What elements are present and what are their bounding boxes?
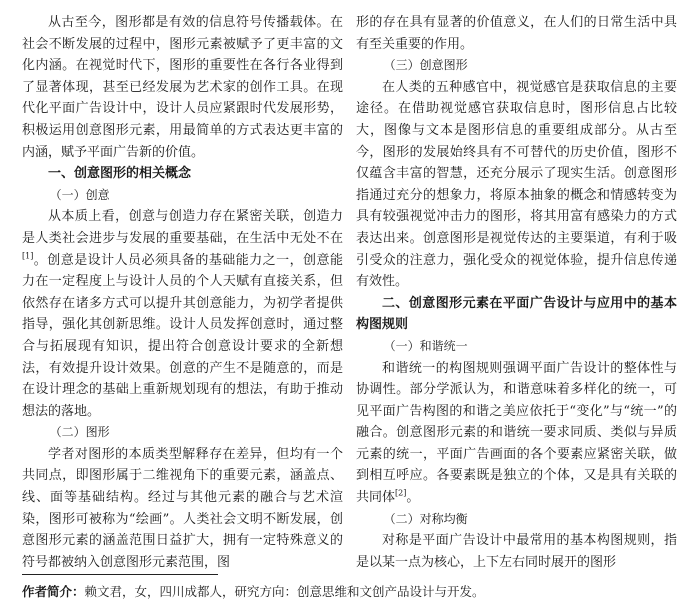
symmetry-paragraph: 对称是平面广告设计中最常用的基本构图规则，指是以某一点为核心，上下左右同时展开的图形 bbox=[356, 533, 677, 570]
subheading-graphics: （二）图形 bbox=[49, 425, 110, 440]
creativity-text-a: 从本质上看，创意与创造力存在紧密关联，创造力是人类社会进步与发展的重要基础，在生活中无处不在 bbox=[22, 209, 343, 246]
subheading-creativity: （一）创意 bbox=[49, 187, 110, 202]
citation-2: [2] bbox=[395, 488, 407, 498]
left-column bbox=[22, 12, 343, 573]
footnote-text: 赖文君，女，四川成都人，研究方向：创意思维和文创产品设计与开发。 bbox=[84, 584, 485, 599]
graphics-paragraph-continued: 形的存在具有显著的价值意义，在人们的日常生活中具有至关重要的作用。 bbox=[356, 15, 677, 52]
footnote-label: 作者简介： bbox=[22, 584, 85, 599]
intro-paragraph: 从古至今，图形都是有效的信息符号传播载体。在社会不断发展的过程中，图形元素被赋予了更丰富的文化内涵。在视觉时代下，图形的重要性在各行各业得到了显著体现，甚至已经发展为艺术家的创作工具。在现代化平面广告设计中，设计人员应紧跟时代发展形势，积极运用创意图形元素，用最简单的方式表达更丰富的内涵，赋予平面广告新的价值。 bbox=[22, 15, 343, 160]
harmony-text-b: 。 bbox=[406, 490, 420, 506]
section-heading-concepts: 一、创意图形的相关概念 bbox=[48, 166, 192, 182]
citation-1: [1] bbox=[22, 251, 34, 261]
creativity-paragraph bbox=[22, 206, 343, 422]
subheading-creative-graphics: （三）创意图形 bbox=[383, 58, 468, 73]
harmony-text-a: 和谐统一的构图规则强调平面广告设计的整体性与协调性。部分学派认为，和谐意味着多样化的统一，可见平面广告构图的和谐之美应依托于“变化”与“统一”的融合。创意图形元素的和谐统一要求同质、类似与异质元素的统一，平面广告画面的各个要素应紧密关联，做到相互呼应。各要素既是独立的个体，又是具有关联的共同体 bbox=[356, 360, 677, 506]
section-heading-composition-rules: 二、创意图形元素在平面广告设计与应用中的基本构图规则 bbox=[356, 295, 677, 333]
harmony-paragraph bbox=[356, 358, 677, 509]
subheading-harmony: （一）和谐统一 bbox=[383, 338, 468, 353]
subheading-symmetry: （二）对称均衡 bbox=[383, 511, 468, 526]
right-column bbox=[356, 12, 677, 573]
creativity-text-b: 。创意是设计人员必须具备的基础能力之一，创意能力在一定程度上与设计人员的个人天赋有直接关系，但依然存在诸多方式可以提升其创意能力，为初学者提供指导，强化其创新思维。设计人员发挥创意时，通过整合与拓展现有知识，提出符合创意设计要求的全新想法，有效提升设计效果。创意的产生不是随意的，而是在设计理念的基础上重新规划现有的想法，有助于推动想法的落地。 bbox=[22, 252, 343, 419]
author-footnote bbox=[22, 583, 672, 601]
graphics-paragraph: 学者对图形的本质类型解释存在差异，但均有一个共同点，即图形属于二维视角下的重要元素，涵盖点、线、面等基础结构。经过与其他元素的融合与艺术渲染，图形可被称为“绘画”。人类社会文明不断发展，创意图形元素的涵盖范围日益扩大，拥有一定特殊意义的符号都被纳入创意图形元素范围，图 bbox=[22, 446, 343, 570]
creative-graphics-paragraph: 在人类的五种感官中，视觉感官是获取信息的主要途径。在借助视觉感官获取信息时，图形信息占比较大，图像与文本是图形信息的重要组成部分。从古至今，图形的发展始终具有不可替代的历史价值，图形不仅蕴含丰富的智慧，还充分展示了现实生活。创意图形指通过充分的想象力，将原本抽象的概念和情感转变为具有较强视觉冲击力的图形，将其用富有感染力的方式表达出来。创意图形是视觉传达的主要渠道，有利于吸引受众的注意力，强化受众的视觉体验，提升信息传递有效性。 bbox=[356, 79, 677, 290]
footnote-divider bbox=[22, 574, 218, 575]
